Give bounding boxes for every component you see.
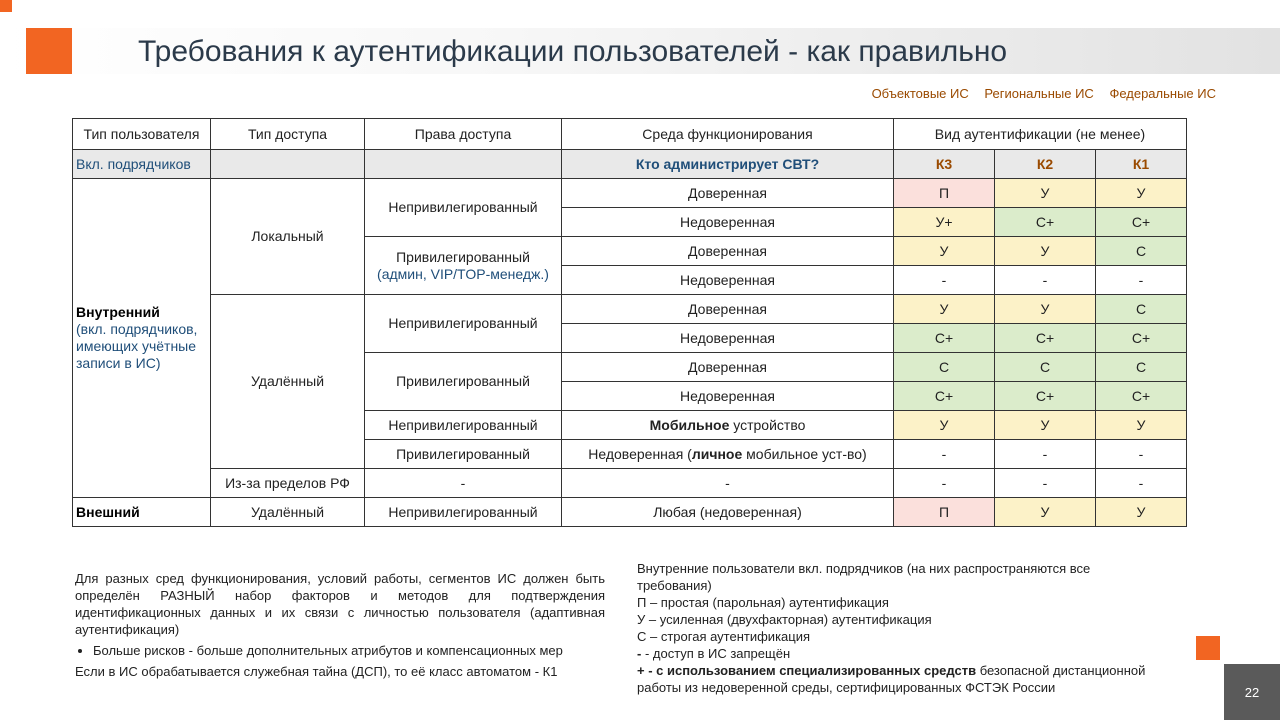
rights-unpriv-local: Непривилегированный — [365, 179, 562, 237]
auth-cell: П — [894, 498, 995, 527]
rights-unpriv-remote: Непривилегированный — [365, 295, 562, 353]
auth-cell: С+ — [1096, 208, 1187, 237]
auth-cell: С+ — [894, 382, 995, 411]
rights-dash: - — [365, 469, 562, 498]
subheader-k3: К3 — [894, 150, 995, 179]
env-mobile — [562, 411, 894, 440]
access-remote: Удалённый — [211, 295, 365, 469]
auth-requirements-table — [72, 118, 1187, 527]
env-any: Любая (недоверенная) — [562, 498, 894, 527]
env-personal-post: мобильное уст-во) — [742, 445, 867, 462]
logo-square — [26, 28, 72, 74]
env-untrusted: Недоверенная — [562, 266, 894, 295]
header-environment: Среда функционирования — [562, 119, 894, 150]
access-remote-external: Удалённый — [211, 498, 365, 527]
table-row — [73, 498, 1187, 527]
env-untrusted: Недоверенная — [562, 208, 894, 237]
access-local: Локальный — [211, 179, 365, 295]
legend-line-3: У – усиленная (двухфакторная) аутентификация — [637, 612, 932, 627]
auth-cell: У — [995, 498, 1096, 527]
note-left-para2: Если в ИС обрабатывается служебная тайна (ДСП), то её класс автоматом - К1 — [75, 664, 558, 679]
auth-cell: У — [894, 237, 995, 266]
subheader-row — [73, 150, 1187, 179]
auth-cell: У — [995, 179, 1096, 208]
auth-cell: С+ — [995, 208, 1096, 237]
env-trusted: Доверенная — [562, 179, 894, 208]
rights-priv-label: Привилегированный — [396, 248, 530, 265]
subheader-included: Вкл. подрядчиков — [73, 150, 211, 179]
rights-priv-mobile: Привилегированный — [365, 440, 562, 469]
auth-cell: С — [894, 353, 995, 382]
auth-cell: - — [894, 266, 995, 295]
note-left-bullet: • Больше рисков - больше дополнительных атрибутов и компенсационных мер — [93, 642, 605, 659]
header-user-type: Тип пользователя — [73, 119, 211, 150]
auth-cell: У — [995, 237, 1096, 266]
subheader-empty-2 — [365, 150, 562, 179]
auth-cell: У — [1096, 179, 1187, 208]
auth-cell: С+ — [1096, 382, 1187, 411]
legend-line-6 — [637, 662, 1157, 696]
rights-priv-local — [365, 237, 562, 295]
decor-square — [1196, 636, 1220, 660]
env-mobile-bold: Мобильное — [649, 416, 730, 433]
legend-line-5-text: - доступ в ИС запрещён — [641, 646, 791, 661]
env-personal-mobile — [562, 440, 894, 469]
internal-note: (вкл. подрядчиков, имеющих учётные записи в ИС) — [76, 321, 198, 371]
env-personal-pre: Недоверенная ( — [588, 445, 692, 462]
auth-cell: С+ — [1096, 324, 1187, 353]
rights-unpriv-mobile: Непривилегированный — [365, 411, 562, 440]
note-left-list — [75, 642, 605, 659]
legend-line-6-text: безопасной дистанционной работы из недоверенной среды, сертифицированных ФСТЭК России — [637, 663, 1146, 695]
env-untrusted: Недоверенная — [562, 324, 894, 353]
note-left-para1: Для разных сред функционирования, условий работы, сегментов ИС должен быть определён РАЗНЫЙ набор факторов и методов для подтверждения идентификационных данных и их связи с личностью пользователя (адаптивная аутентификация) — [75, 571, 605, 637]
subheader-k1: К1 — [1096, 150, 1187, 179]
table-row — [73, 179, 1187, 208]
auth-cell: - — [1096, 469, 1187, 498]
env-personal-bold: личное — [691, 445, 743, 462]
page-number: 22 — [1244, 684, 1260, 700]
auth-cell: У — [995, 295, 1096, 324]
auth-cell: С+ — [995, 324, 1096, 353]
internal-label: Внутренний — [76, 304, 160, 320]
auth-cell: С — [995, 353, 1096, 382]
level-federal: Федеральные ИС — [1109, 86, 1216, 101]
rights-unpriv-external: Непривилегированный — [365, 498, 562, 527]
auth-cell: - — [894, 469, 995, 498]
legend-line-1: Внутренние пользователи вкл. подрядчиков (на них распространяются все требования) — [637, 561, 1091, 593]
auth-cell: - — [1096, 266, 1187, 295]
level-object: Объектовые ИС — [871, 86, 969, 101]
user-type-external — [73, 498, 211, 527]
env-mobile-rest: устройство — [729, 416, 806, 433]
legend-line-5-bold: - — [637, 646, 642, 661]
auth-cell: С+ — [995, 382, 1096, 411]
note-right-legend — [637, 560, 1157, 696]
legend-line-2: П – простая (парольная) аутентификация — [637, 595, 889, 610]
header-access-rights: Права доступа — [365, 119, 562, 150]
subheader-who-admins: Кто администрирует СВТ? — [562, 150, 894, 179]
note-left — [75, 570, 605, 680]
level-regional: Региональные ИС — [984, 86, 1094, 101]
slide-title: Требования к аутентификации пользователей - как правильно — [138, 35, 1008, 68]
auth-cell: С+ — [894, 324, 995, 353]
auth-cell: - — [1096, 440, 1187, 469]
header-access-type: Тип доступа — [211, 119, 365, 150]
auth-cell: П — [894, 179, 995, 208]
env-trusted: Доверенная — [562, 295, 894, 324]
auth-cell: - — [995, 469, 1096, 498]
auth-cell: - — [995, 266, 1096, 295]
table-row — [73, 295, 1187, 324]
auth-cell: У — [894, 295, 995, 324]
table-row — [73, 469, 1187, 498]
env-trusted: Доверенная — [562, 353, 894, 382]
env-trusted: Доверенная — [562, 237, 894, 266]
header-row — [73, 119, 1187, 150]
page-number-box — [1224, 664, 1280, 720]
legend-line-6-bold: + - с использованием специализированных средств — [637, 663, 977, 678]
auth-cell: С — [1096, 295, 1187, 324]
auth-cell: У — [1096, 411, 1187, 440]
auth-cell: У — [995, 411, 1096, 440]
auth-cell: - — [995, 440, 1096, 469]
levels-legend — [860, 86, 1216, 101]
subheader-empty-1 — [211, 150, 365, 179]
auth-cell: У — [1096, 498, 1187, 527]
auth-cell: С — [1096, 237, 1187, 266]
legend-line-5 — [637, 645, 1157, 662]
logo-square-small — [0, 0, 12, 12]
env-untrusted: Недоверенная — [562, 382, 894, 411]
auth-cell: У — [894, 411, 995, 440]
auth-cell: С — [1096, 353, 1187, 382]
access-abroad: Из-за пределов РФ — [211, 469, 365, 498]
rights-priv-remote: Привилегированный — [365, 353, 562, 411]
env-dash: - — [562, 469, 894, 498]
user-type-internal — [73, 179, 211, 498]
rights-priv-note: (админ, VIP/TOP-менедж.) — [377, 265, 549, 282]
external-label: Внешний — [76, 503, 140, 520]
auth-cell: - — [894, 440, 995, 469]
auth-cell: У+ — [894, 208, 995, 237]
legend-line-4: С – строгая аутентификация — [637, 629, 811, 644]
subheader-k2: К2 — [995, 150, 1096, 179]
header-auth-kind: Вид аутентификации (не менее) — [894, 119, 1187, 150]
